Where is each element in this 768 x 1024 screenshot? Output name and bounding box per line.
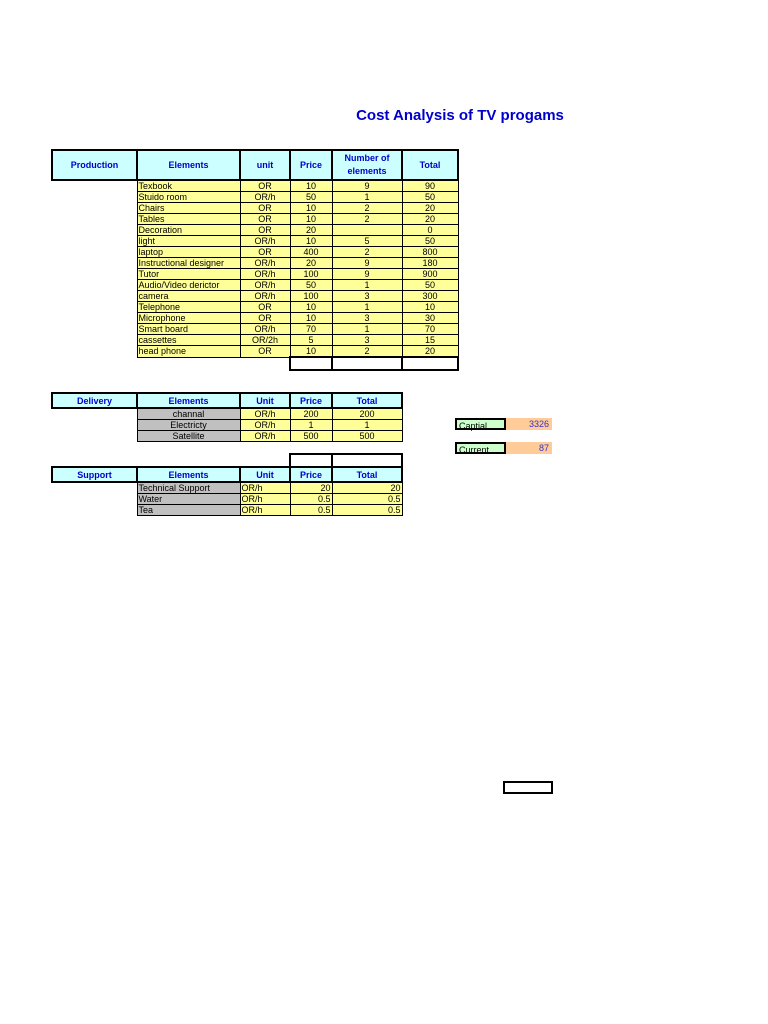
row-spacer-cell[interactable]: [52, 280, 137, 291]
number-cell[interactable]: 2: [332, 203, 402, 214]
row-spacer-cell[interactable]: [52, 324, 137, 335]
price-cell[interactable]: 10: [290, 180, 332, 192]
production-table: [51, 149, 459, 371]
unit-cell[interactable]: OR/h: [240, 291, 290, 302]
number-cell[interactable]: 2: [332, 247, 402, 258]
element-cell[interactable]: Tables: [137, 214, 240, 225]
total-cell[interactable]: 20: [402, 203, 458, 214]
production-row: [52, 313, 458, 324]
unit-cell[interactable]: OR/h: [240, 420, 290, 431]
number-cell[interactable]: 1: [332, 192, 402, 203]
unit-cell[interactable]: OR/h: [240, 258, 290, 269]
capital-label[interactable]: Captial: [455, 418, 506, 430]
price-cell[interactable]: 10: [290, 236, 332, 247]
row-spacer-cell[interactable]: [52, 203, 137, 214]
elements-header[interactable]: Elements: [137, 150, 240, 180]
unit-cell[interactable]: OR/h: [240, 408, 290, 420]
number-cell[interactable]: 2: [332, 214, 402, 225]
price-cell[interactable]: 400: [290, 247, 332, 258]
delivery-row: [52, 408, 402, 420]
row-spacer-cell[interactable]: [52, 192, 137, 203]
empty-cell[interactable]: [290, 357, 332, 370]
unit-cell[interactable]: OR: [240, 203, 290, 214]
total-cell[interactable]: 90: [402, 180, 458, 192]
production-row: [52, 280, 458, 291]
production-row: [52, 269, 458, 280]
support-row: [52, 494, 402, 505]
spacer-cell[interactable]: [52, 357, 137, 370]
production-section-header[interactable]: Production: [52, 150, 137, 180]
production-header-row: [52, 150, 458, 180]
empty-cell[interactable]: [332, 357, 402, 370]
number-cell[interactable]: 3: [332, 335, 402, 346]
row-spacer-cell[interactable]: [52, 236, 137, 247]
price-cell[interactable]: 10: [290, 313, 332, 324]
unit-cell[interactable]: OR: [240, 302, 290, 313]
price-cell[interactable]: 5: [290, 335, 332, 346]
row-spacer-cell[interactable]: [52, 494, 137, 505]
number-cell[interactable]: 1: [332, 324, 402, 335]
row-spacer-cell[interactable]: [52, 346, 137, 358]
total-cell[interactable]: 0.5: [332, 494, 402, 505]
element-cell[interactable]: light: [137, 236, 240, 247]
price-cell[interactable]: 10: [290, 302, 332, 313]
support-row: [52, 505, 402, 516]
current-label[interactable]: Current: [455, 442, 506, 454]
price-cell[interactable]: 500: [290, 431, 332, 442]
row-spacer-cell[interactable]: [52, 214, 137, 225]
element-cell[interactable]: cassettes: [137, 335, 240, 346]
spacer-cell: [137, 454, 240, 467]
element-cell[interactable]: camera: [137, 291, 240, 302]
spacer-cell[interactable]: [137, 357, 240, 370]
spacer-cell: [240, 454, 290, 467]
total-cell[interactable]: 180: [402, 258, 458, 269]
number-cell[interactable]: 1: [332, 302, 402, 313]
total-cell[interactable]: 20: [402, 346, 458, 358]
price-cell[interactable]: 50: [290, 192, 332, 203]
row-spacer-cell[interactable]: [52, 180, 137, 192]
row-spacer-cell[interactable]: [52, 302, 137, 313]
unit-cell[interactable]: OR/h: [240, 280, 290, 291]
production-row: [52, 247, 458, 258]
unit-cell[interactable]: OR/h: [240, 482, 290, 494]
unit-cell[interactable]: OR/h: [240, 192, 290, 203]
number-cell[interactable]: 1: [332, 280, 402, 291]
support-table: [51, 453, 403, 516]
total-cell[interactable]: 50: [402, 192, 458, 203]
unit-header[interactable]: Unit: [240, 467, 290, 482]
price-cell[interactable]: 10: [290, 214, 332, 225]
element-cell[interactable]: Tea: [137, 505, 240, 516]
page-title: Cost Analysis of TV progams: [356, 107, 564, 124]
support-spacer-row: [52, 454, 402, 467]
production-row: [52, 258, 458, 269]
unit-cell[interactable]: OR: [240, 225, 290, 236]
empty-cell[interactable]: [332, 454, 402, 467]
number-cell[interactable]: 3: [332, 291, 402, 302]
price-header[interactable]: Price: [290, 467, 332, 482]
total-cell[interactable]: 20: [402, 214, 458, 225]
row-spacer-cell[interactable]: [52, 291, 137, 302]
unit-cell[interactable]: OR/h: [240, 431, 290, 442]
support-section-header[interactable]: Support: [52, 467, 137, 482]
capital-value[interactable]: 3326: [506, 418, 552, 430]
total-cell[interactable]: 20: [332, 482, 402, 494]
total-cell[interactable]: 50: [402, 280, 458, 291]
number-cell[interactable]: 9: [332, 258, 402, 269]
unit-cell[interactable]: OR/h: [240, 269, 290, 280]
production-row: [52, 302, 458, 313]
row-spacer-cell[interactable]: [52, 431, 137, 442]
unit-cell[interactable]: OR: [240, 247, 290, 258]
total-header[interactable]: Total: [332, 467, 402, 482]
total-cell[interactable]: 70: [402, 324, 458, 335]
elements-header[interactable]: Elements: [137, 393, 240, 408]
production-row: [52, 335, 458, 346]
element-cell[interactable]: Smart board: [137, 324, 240, 335]
price-cell[interactable]: 0.5: [290, 505, 332, 516]
element-cell[interactable]: Telephone: [137, 302, 240, 313]
element-cell[interactable]: Audio/Video derictor: [137, 280, 240, 291]
delivery-row: [52, 431, 402, 442]
production-row: [52, 214, 458, 225]
price-cell[interactable]: 0.5: [290, 494, 332, 505]
unit-cell[interactable]: OR: [240, 180, 290, 192]
production-row: [52, 236, 458, 247]
unit-header[interactable]: unit: [240, 150, 290, 180]
number-cell[interactable]: 3: [332, 313, 402, 324]
delivery-section-header[interactable]: Delivery: [52, 393, 137, 408]
empty-cell[interactable]: [290, 454, 332, 467]
number-cell[interactable]: 2: [332, 346, 402, 358]
element-cell[interactable]: Decoration: [137, 225, 240, 236]
total-header[interactable]: Total: [402, 150, 458, 180]
price-header[interactable]: Price: [290, 393, 332, 408]
unit-cell[interactable]: OR: [240, 346, 290, 358]
total-cell[interactable]: 15: [402, 335, 458, 346]
number-cell[interactable]: [332, 225, 402, 236]
price-cell[interactable]: 20: [290, 225, 332, 236]
element-cell[interactable]: Microphone: [137, 313, 240, 324]
total-cell[interactable]: 1: [332, 420, 402, 431]
total-cell[interactable]: 500: [332, 431, 402, 442]
support-row: [52, 482, 402, 494]
element-cell[interactable]: head phone: [137, 346, 240, 358]
element-cell[interactable]: Texbook: [137, 180, 240, 192]
row-spacer-cell[interactable]: [52, 335, 137, 346]
number-of-elements-header[interactable]: Number of elements: [332, 150, 402, 180]
total-cell[interactable]: 800: [402, 247, 458, 258]
total-cell[interactable]: 0.5: [332, 505, 402, 516]
production-row: [52, 180, 458, 192]
element-cell[interactable]: Satellite: [137, 431, 240, 442]
spacer-cell: [52, 454, 137, 467]
element-cell[interactable]: Tutor: [137, 269, 240, 280]
unit-cell[interactable]: OR: [240, 313, 290, 324]
delivery-row: [52, 420, 402, 431]
delivery-header-row: [52, 393, 402, 408]
elements-header[interactable]: Elements: [137, 467, 240, 482]
price-header[interactable]: Price: [290, 150, 332, 180]
row-spacer-cell[interactable]: [52, 313, 137, 324]
unit-cell[interactable]: OR/h: [240, 505, 290, 516]
production-row: [52, 346, 458, 358]
element-cell[interactable]: Instructional designer: [137, 258, 240, 269]
price-cell[interactable]: 1: [290, 420, 332, 431]
total-cell[interactable]: 0: [402, 225, 458, 236]
total-cell[interactable]: 50: [402, 236, 458, 247]
row-spacer-cell[interactable]: [52, 269, 137, 280]
price-cell[interactable]: 20: [290, 482, 332, 494]
production-row: [52, 225, 458, 236]
price-cell[interactable]: 50: [290, 280, 332, 291]
production-footer-row: [52, 357, 458, 370]
element-cell[interactable]: laptop: [137, 247, 240, 258]
price-cell[interactable]: 200: [290, 408, 332, 420]
row-spacer-cell[interactable]: [52, 420, 137, 431]
selected-empty-cell[interactable]: [503, 781, 553, 794]
production-row: [52, 291, 458, 302]
price-cell[interactable]: 10: [290, 203, 332, 214]
element-cell[interactable]: Technical Support: [137, 482, 240, 494]
unit-cell[interactable]: OR/h: [240, 236, 290, 247]
row-spacer-cell[interactable]: [52, 247, 137, 258]
price-cell[interactable]: 10: [290, 346, 332, 358]
unit-header[interactable]: Unit: [240, 393, 290, 408]
element-cell[interactable]: Chairs: [137, 203, 240, 214]
spacer-cell[interactable]: [240, 357, 290, 370]
empty-cell[interactable]: [402, 357, 458, 370]
total-header[interactable]: Total: [332, 393, 402, 408]
delivery-table: [51, 392, 403, 442]
element-cell[interactable]: Stuido room: [137, 192, 240, 203]
total-cell[interactable]: 300: [402, 291, 458, 302]
price-cell[interactable]: 100: [290, 291, 332, 302]
production-row: [52, 192, 458, 203]
production-row: [52, 324, 458, 335]
unit-cell[interactable]: OR/2h: [240, 335, 290, 346]
price-cell[interactable]: 70: [290, 324, 332, 335]
production-row: [52, 203, 458, 214]
number-cell[interactable]: 5: [332, 236, 402, 247]
unit-cell[interactable]: OR/h: [240, 324, 290, 335]
row-spacer-cell[interactable]: [52, 408, 137, 420]
unit-cell[interactable]: OR/h: [240, 494, 290, 505]
total-cell[interactable]: 30: [402, 313, 458, 324]
row-spacer-cell[interactable]: [52, 258, 137, 269]
number-cell[interactable]: 9: [332, 180, 402, 192]
support-header-row: [52, 467, 402, 482]
element-cell[interactable]: Water: [137, 494, 240, 505]
price-cell[interactable]: 100: [290, 269, 332, 280]
unit-cell[interactable]: OR: [240, 214, 290, 225]
element-cell[interactable]: channal: [137, 408, 240, 420]
element-cell[interactable]: Electricty: [137, 420, 240, 431]
total-cell[interactable]: 10: [402, 302, 458, 313]
total-cell[interactable]: 900: [402, 269, 458, 280]
row-spacer-cell[interactable]: [52, 225, 137, 236]
row-spacer-cell[interactable]: [52, 482, 137, 494]
price-cell[interactable]: 20: [290, 258, 332, 269]
total-cell[interactable]: 200: [332, 408, 402, 420]
row-spacer-cell[interactable]: [52, 505, 137, 516]
current-value[interactable]: 87: [506, 442, 552, 454]
number-cell[interactable]: 9: [332, 269, 402, 280]
